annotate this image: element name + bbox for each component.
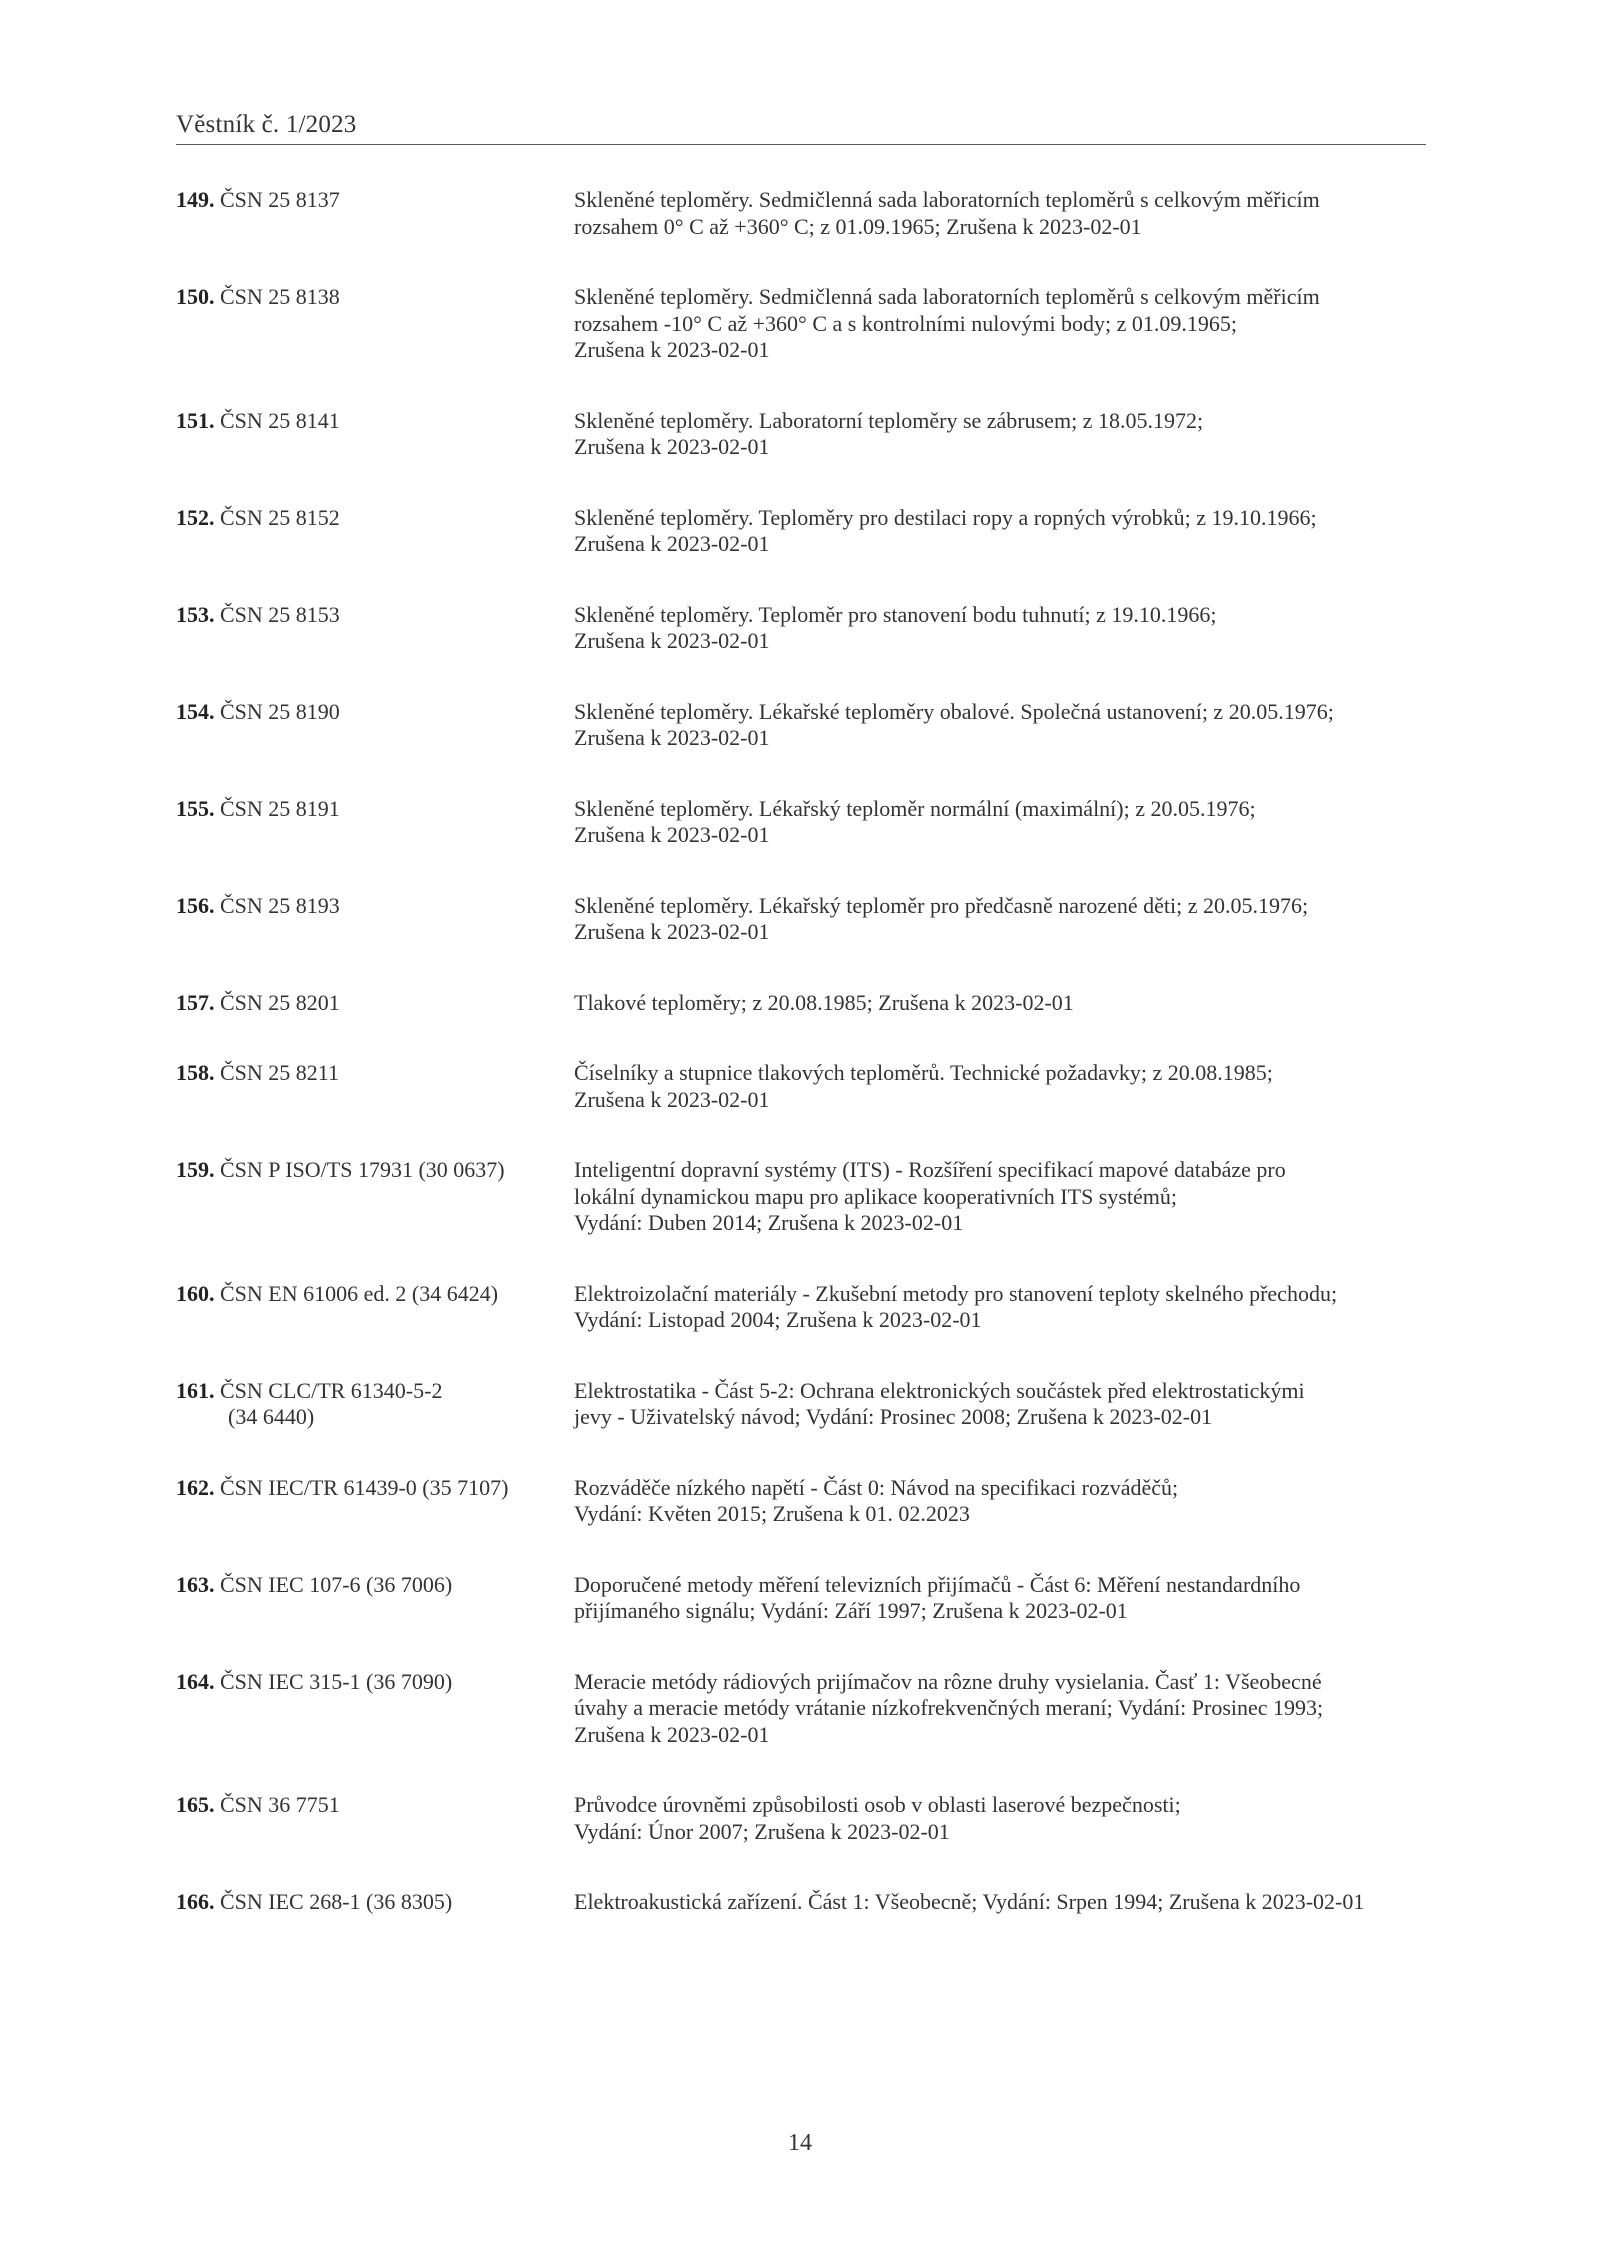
standard-description bbox=[574, 1281, 1426, 1334]
list-item bbox=[176, 1889, 1426, 1916]
description-line: rozsahem 0° C až +360° C; z 01.09.1965; Zrušena k 2023-02-01 bbox=[574, 213, 1142, 239]
standard-code: ČSN 25 8138 bbox=[220, 284, 340, 309]
description-line: Zrušena k 2023-02-01 bbox=[574, 531, 770, 556]
list-item bbox=[176, 699, 1426, 752]
description-line: lokální dynamickou mapu pro aplikace kooperativních ITS systémů; bbox=[574, 1183, 1178, 1209]
standard-code: ČSN 36 7751 bbox=[220, 1792, 340, 1817]
standard-reference-line bbox=[176, 1572, 574, 1599]
description-line: Průvodce úrovněmi způsobilosti osob v oblasti laserové bezpečnosti; bbox=[574, 1792, 1181, 1817]
entry-number: 166. bbox=[176, 1889, 215, 1914]
standard-description bbox=[574, 408, 1426, 461]
list-item bbox=[176, 1060, 1426, 1113]
standard-code-continuation: (34 6440) bbox=[228, 1404, 315, 1429]
standard-description bbox=[574, 1572, 1426, 1625]
standard-description bbox=[574, 1792, 1426, 1845]
description-line: jevy - Uživatelský návod; Vydání: Prosinec 2008; Zrušena k 2023-02-01 bbox=[574, 1404, 1213, 1429]
standard-code: ČSN 25 8137 bbox=[220, 187, 340, 212]
standard-description bbox=[574, 796, 1426, 849]
entry-number: 163. bbox=[176, 1571, 215, 1597]
entry-number: 149. bbox=[176, 187, 215, 212]
description-line: Elektroizolační materiály - Zkušební metody pro stanovení teploty skelného přechodu; bbox=[574, 1280, 1338, 1306]
entry-number: 157. bbox=[176, 989, 215, 1015]
standard-reference bbox=[176, 1889, 574, 1916]
description-line: Rozváděče nízkého napětí - Část 0: Návod na specifikaci rozváděčů; bbox=[574, 1474, 1179, 1500]
entry-number: 151. bbox=[176, 407, 215, 433]
standard-description bbox=[574, 699, 1426, 752]
page-header bbox=[176, 110, 1426, 145]
description-line: Skleněné teploměry. Sedmičlenná sada laboratorních teploměrů s celkovým měřicím bbox=[574, 187, 1320, 212]
standard-reference-line bbox=[176, 602, 574, 629]
standard-code: ČSN 25 8190 bbox=[220, 698, 340, 724]
standard-reference-line bbox=[176, 796, 574, 823]
description-line: Zrušena k 2023-02-01 bbox=[574, 822, 770, 847]
standard-description bbox=[574, 602, 1426, 655]
standard-reference bbox=[176, 699, 574, 752]
standard-reference-line bbox=[176, 1378, 574, 1405]
standard-reference-line bbox=[176, 1792, 574, 1819]
description-line: Skleněné teploměry. Lékařský teploměr normální (maximální); z 20.05.1976; bbox=[574, 795, 1256, 821]
standard-reference-line bbox=[176, 1157, 574, 1184]
list-item bbox=[176, 1572, 1426, 1625]
standard-description bbox=[574, 1378, 1426, 1431]
standard-description bbox=[574, 990, 1426, 1017]
description-line: rozsahem -10° C až +360° C a s kontrolními nulovými body; z 01.09.1965; bbox=[574, 310, 1238, 336]
description-line: Meracie metódy rádiových prijímačov na rôzne druhy vysielania. Časť 1: Všeobecné bbox=[574, 1668, 1322, 1694]
description-line: Skleněné teploměry. Teploměry pro destilaci ropy a ropných výrobků; z 19.10.1966; bbox=[574, 504, 1317, 530]
list-item bbox=[176, 796, 1426, 849]
standard-description bbox=[574, 1669, 1426, 1749]
standard-code: ČSN 25 8191 bbox=[220, 795, 340, 821]
standard-code: ČSN IEC 107-6 (36 7006) bbox=[220, 1571, 453, 1597]
standard-code: ČSN IEC 315-1 (36 7090) bbox=[220, 1668, 453, 1694]
list-item bbox=[176, 602, 1426, 655]
list-item bbox=[176, 187, 1426, 240]
standard-description bbox=[574, 893, 1426, 946]
standard-description bbox=[574, 1889, 1426, 1916]
standard-code: ČSN P ISO/TS 17931 (30 0637) bbox=[220, 1157, 505, 1182]
standards-list bbox=[176, 187, 1426, 1916]
description-line: Elektrostatika - Část 5-2: Ochrana elektronických součástek před elektrostatickými bbox=[574, 1377, 1305, 1403]
standard-code: ČSN 25 8193 bbox=[220, 892, 340, 918]
description-line: Zrušena k 2023-02-01 bbox=[574, 1086, 770, 1112]
standard-code: ČSN CLC/TR 61340-5-2 bbox=[220, 1377, 443, 1403]
standard-reference bbox=[176, 1475, 574, 1528]
standard-reference-line bbox=[176, 990, 574, 1017]
description-line: úvahy a meracie metódy vrátanie nízkofrekvenčných meraní; Vydání: Prosinec 1993; bbox=[574, 1695, 1324, 1720]
entry-number: 150. bbox=[176, 284, 215, 309]
list-item bbox=[176, 990, 1426, 1017]
page-footer bbox=[0, 2130, 1600, 2157]
standard-description bbox=[574, 1157, 1426, 1237]
standard-code: ČSN IEC/TR 61439-0 (35 7107) bbox=[220, 1474, 509, 1500]
standard-reference bbox=[176, 1572, 574, 1625]
standard-description bbox=[574, 505, 1426, 558]
list-item bbox=[176, 1792, 1426, 1845]
journal-title: Věstník č. 1/2023 bbox=[176, 111, 357, 138]
entry-number: 158. bbox=[176, 1060, 215, 1085]
description-line: Vydání: Únor 2007; Zrušena k 2023-02-01 bbox=[574, 1818, 950, 1844]
entry-number: 155. bbox=[176, 795, 215, 821]
standard-reference bbox=[176, 990, 574, 1017]
page-number: 14 bbox=[788, 2130, 812, 2156]
standard-reference bbox=[176, 1157, 574, 1237]
standard-reference bbox=[176, 602, 574, 655]
description-line: přijímaného signálu; Vydání: Září 1997; Zrušena k 2023-02-01 bbox=[574, 1598, 1128, 1623]
standard-reference bbox=[176, 1792, 574, 1845]
entry-number: 160. bbox=[176, 1280, 215, 1306]
standard-reference-line bbox=[176, 1060, 574, 1087]
description-line: Elektroakustická zařízení. Část 1: Všeobecně; Vydání: Srpen 1994; Zrušena k 2023-02-01 bbox=[574, 1889, 1365, 1914]
entry-number: 165. bbox=[176, 1792, 215, 1817]
standard-reference bbox=[176, 1669, 574, 1749]
description-line: Skleněné teploměry. Lékařský teploměr pro předčasně narozené děti; z 20.05.1976; bbox=[574, 892, 1309, 918]
standard-reference-line bbox=[176, 1475, 574, 1502]
entry-number: 156. bbox=[176, 892, 215, 918]
list-item bbox=[176, 893, 1426, 946]
standard-code: ČSN 25 8152 bbox=[220, 504, 340, 530]
standard-reference bbox=[176, 408, 574, 461]
list-item bbox=[176, 284, 1426, 364]
entry-number: 154. bbox=[176, 698, 215, 724]
standard-code: ČSN 25 8153 bbox=[220, 601, 340, 627]
standard-reference bbox=[176, 284, 574, 364]
list-item bbox=[176, 1157, 1426, 1237]
standard-reference bbox=[176, 796, 574, 849]
entry-number: 153. bbox=[176, 601, 215, 627]
standard-description bbox=[574, 187, 1426, 240]
standard-description bbox=[574, 1475, 1426, 1528]
standard-reference-line bbox=[176, 699, 574, 726]
description-line: Doporučené metody měření televizních přijímačů - Část 6: Měření nestandardního bbox=[574, 1571, 1301, 1597]
standard-reference bbox=[176, 505, 574, 558]
standard-code: ČSN 25 8211 bbox=[220, 1060, 339, 1085]
standard-reference-line bbox=[176, 408, 574, 435]
standard-reference-line bbox=[176, 505, 574, 532]
description-line: Zrušena k 2023-02-01 bbox=[574, 337, 770, 362]
description-line: Zrušena k 2023-02-01 bbox=[574, 919, 770, 944]
standard-reference bbox=[176, 893, 574, 946]
standard-reference-line bbox=[176, 284, 574, 311]
standard-description bbox=[574, 284, 1426, 364]
list-item bbox=[176, 1281, 1426, 1334]
entry-number: 161. bbox=[176, 1377, 215, 1403]
standard-reference-line bbox=[176, 1669, 574, 1696]
description-line: Zrušena k 2023-02-01 bbox=[574, 725, 770, 750]
description-line: Vydání: Květen 2015; Zrušena k 01. 02.2023 bbox=[574, 1501, 970, 1526]
description-line: Inteligentní dopravní systémy (ITS) - Rozšíření specifikací mapové databáze pro bbox=[574, 1157, 1286, 1182]
document-page bbox=[176, 110, 1426, 1960]
description-line: Zrušena k 2023-02-01 bbox=[574, 628, 770, 653]
standard-code: ČSN IEC 268-1 (36 8305) bbox=[220, 1889, 453, 1914]
standard-reference bbox=[176, 1378, 574, 1431]
description-line: Skleněné teploměry. Sedmičlenná sada laboratorních teploměrů s celkovým měřicím bbox=[574, 284, 1320, 309]
list-item bbox=[176, 1475, 1426, 1528]
list-item bbox=[176, 505, 1426, 558]
list-item bbox=[176, 1378, 1426, 1431]
standard-reference-line bbox=[176, 1281, 574, 1308]
entry-number: 159. bbox=[176, 1157, 215, 1182]
standard-code: ČSN EN 61006 ed. 2 (34 6424) bbox=[220, 1280, 499, 1306]
description-line: Vydání: Duben 2014; Zrušena k 2023-02-01 bbox=[574, 1210, 964, 1235]
description-line: Tlakové teploměry; z 20.08.1985; Zrušena k 2023-02-01 bbox=[574, 989, 1074, 1015]
description-line: Skleněné teploměry. Teploměr pro stanovení bodu tuhnutí; z 19.10.1966; bbox=[574, 601, 1217, 627]
standard-description bbox=[574, 1060, 1426, 1113]
standard-reference-line bbox=[176, 893, 574, 920]
entry-number: 162. bbox=[176, 1474, 215, 1500]
description-line: Skleněné teploměry. Lékařské teploměry obalové. Společná ustanovení; z 20.05.1976; bbox=[574, 698, 1334, 724]
standard-reference bbox=[176, 187, 574, 240]
standard-reference-line bbox=[176, 187, 574, 214]
description-line: Číselníky a stupnice tlakových teploměrů. Technické požadavky; z 20.08.1985; bbox=[574, 1060, 1273, 1085]
standard-code: ČSN 25 8141 bbox=[220, 407, 340, 433]
list-item bbox=[176, 1669, 1426, 1749]
description-line: Zrušena k 2023-02-01 bbox=[574, 434, 770, 459]
entry-number: 152. bbox=[176, 504, 215, 530]
description-line: Zrušena k 2023-02-01 bbox=[574, 1721, 770, 1747]
entry-number: 164. bbox=[176, 1668, 215, 1694]
description-line: Skleněné teploměry. Laboratorní teploměry se zábrusem; z 18.05.1972; bbox=[574, 407, 1204, 433]
standard-reference-line bbox=[176, 1889, 574, 1916]
standard-code: ČSN 25 8201 bbox=[220, 989, 340, 1015]
standard-reference bbox=[176, 1060, 574, 1113]
list-item bbox=[176, 408, 1426, 461]
standard-reference bbox=[176, 1281, 574, 1334]
description-line: Vydání: Listopad 2004; Zrušena k 2023-02-01 bbox=[574, 1307, 982, 1332]
